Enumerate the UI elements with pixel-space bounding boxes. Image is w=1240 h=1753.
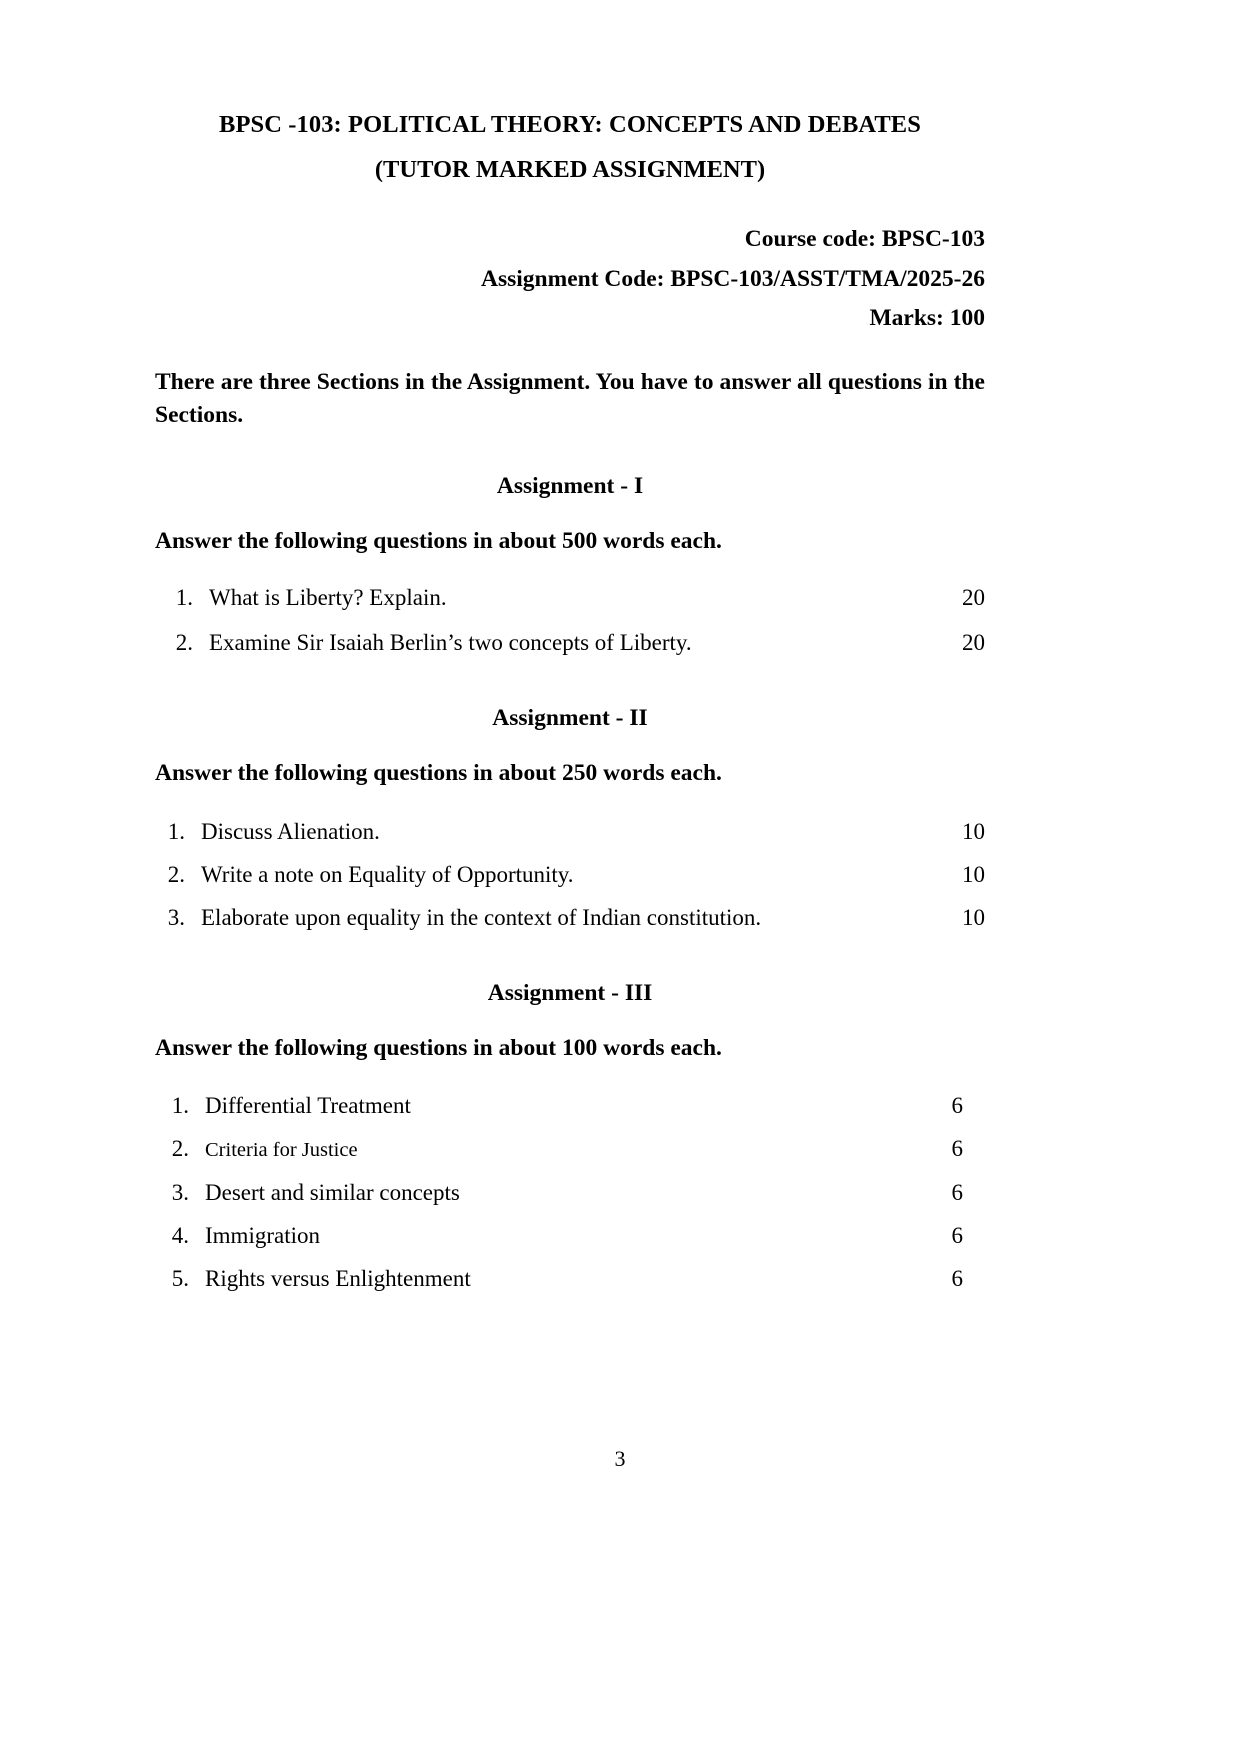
- question-list-3: [155, 1060, 985, 1290]
- list-item: [155, 631, 985, 654]
- page-content: [155, 0, 985, 1290]
- question-text: Examine Sir Isaiah Berlin’s two concepts of Liberty.: [209, 630, 692, 656]
- total-marks: Marks: 100: [869, 305, 985, 331]
- assignment-code: Assignment Code: BPSC-103/ASST/TMA/2025-26: [481, 265, 985, 292]
- section-instruction-1: Answer the following questions in about 500 words each.: [155, 527, 722, 554]
- question-marks: 6: [951, 1179, 963, 1205]
- list-item: [155, 863, 985, 906]
- question-marks: 6: [951, 1136, 963, 1162]
- question-text: Write a note on Equality of Opportunity.: [201, 862, 574, 888]
- course-code: Course code: BPSC-103: [744, 226, 985, 252]
- question-number: 5.: [171, 1265, 189, 1291]
- section-instruction-3: Answer the following questions in about 100 words each.: [155, 1034, 722, 1061]
- question-number: 4.: [171, 1222, 189, 1248]
- question-marks: 10: [962, 905, 985, 931]
- question-text: What is Liberty? Explain.: [209, 585, 447, 611]
- assignment-meta-block: [155, 182, 985, 331]
- question-text: Differential Treatment: [205, 1093, 411, 1119]
- question-number: 2.: [167, 862, 185, 888]
- question-marks: 20: [962, 630, 985, 656]
- list-item: [155, 1181, 985, 1224]
- question-number: 1.: [167, 819, 185, 845]
- question-number: 1.: [171, 1093, 189, 1119]
- list-item: [155, 1094, 985, 1137]
- question-text: Discuss Alienation.: [201, 819, 380, 845]
- question-marks: 6: [951, 1222, 963, 1248]
- page-subtitle: (TUTOR MARKED ASSIGNMENT): [374, 155, 766, 183]
- section-heading-1: Assignment - I: [496, 473, 644, 500]
- question-text: Immigration: [205, 1222, 320, 1248]
- question-number: 3.: [171, 1179, 189, 1205]
- list-item: [155, 586, 985, 631]
- section-heading-2: Assignment - II: [492, 705, 648, 732]
- instructions-paragraph: There are three Sections in the Assignment. You have to answer all questions in the Sections.: [155, 368, 985, 428]
- section-heading-3: Assignment - III: [487, 980, 653, 1007]
- question-marks: 6: [951, 1265, 963, 1291]
- question-text: Rights versus Enlightenment: [205, 1265, 471, 1291]
- question-marks: 10: [962, 862, 985, 888]
- page-title: BPSC -103: POLITICAL THEORY: CONCEPTS AND DEBATES: [219, 111, 921, 138]
- question-number: 3.: [167, 905, 185, 931]
- list-item: [155, 1267, 985, 1290]
- list-item: [155, 1137, 985, 1181]
- page-number: 3: [614, 1446, 626, 1471]
- question-text: Elaborate upon equality in the context of Indian constitution.: [201, 905, 762, 931]
- question-number: 2.: [175, 630, 193, 656]
- question-list-2: [155, 785, 985, 929]
- section-instruction-2: Answer the following questions in about 250 words each.: [155, 759, 722, 786]
- question-text: Criteria for Justice: [205, 1139, 358, 1162]
- question-marks: 6: [951, 1093, 963, 1119]
- list-item: [155, 1224, 985, 1267]
- question-number: 2.: [171, 1136, 189, 1162]
- question-marks: 20: [962, 585, 985, 611]
- list-item: [155, 820, 985, 863]
- question-text: Desert and similar concepts: [205, 1179, 460, 1205]
- question-marks: 10: [962, 819, 985, 845]
- list-item: [155, 906, 985, 929]
- question-number: 1.: [175, 585, 193, 611]
- question-list-1: [155, 553, 985, 654]
